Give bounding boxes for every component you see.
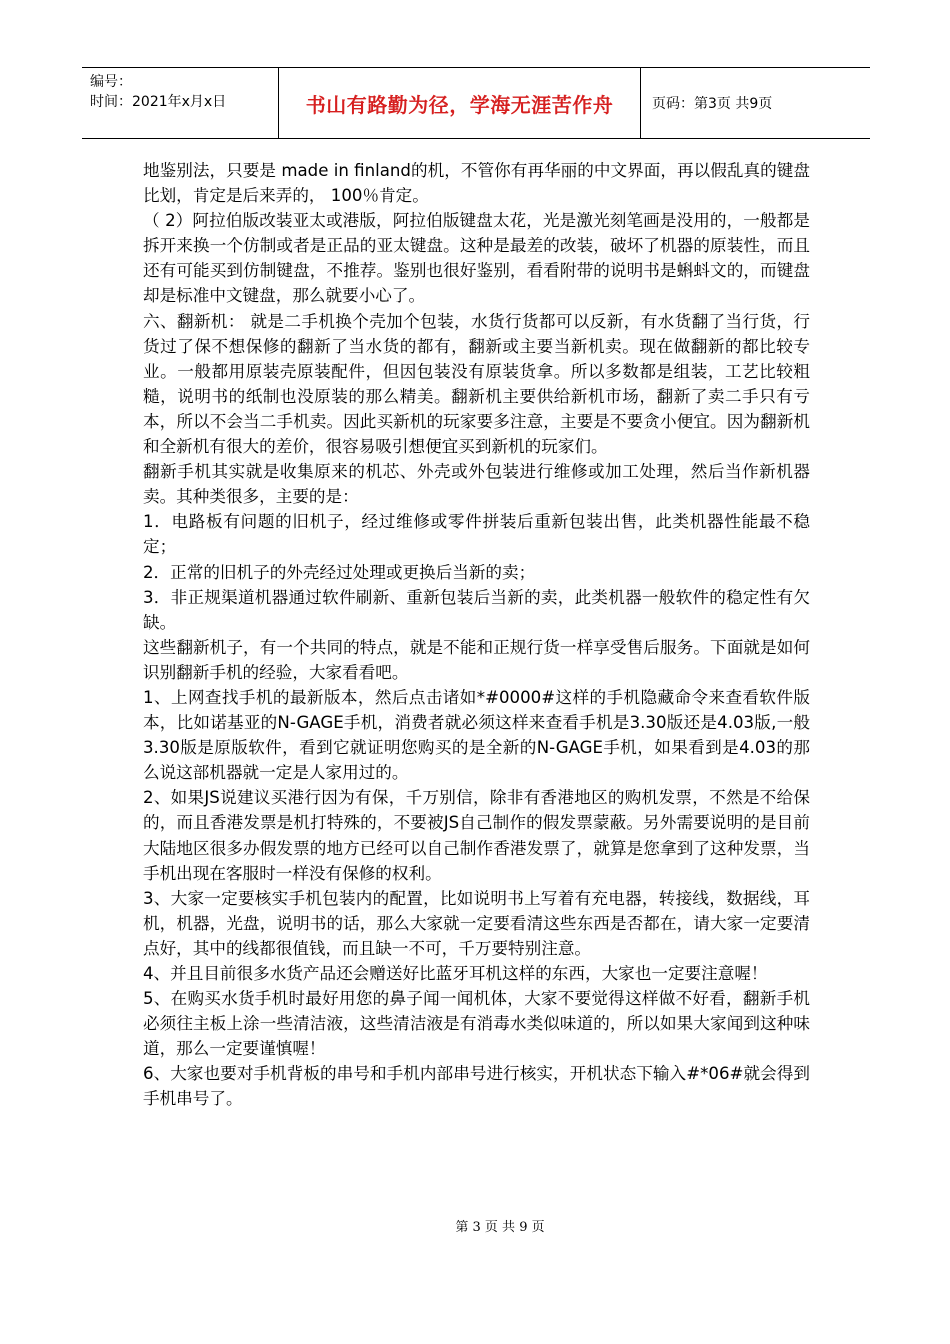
paragraph: （ 2）阿拉伯版改装亚太或港版，阿拉伯版键盘太花，光是激光刻笔画是没用的，一般都是拆开来换一个仿制或者是正品的亚太键盘。这种是最差的改装，破坏了机器的原装性，而且还有可能买到仿制键盘，不推荐。鉴别也很好鉴别，看看附带的说明书是蝌蚪文的，而键盘却是标准中文键盘，那么就要小心了。 [143,211,810,306]
page-footer: 第 3 页 共 9 页 [455,1220,545,1235]
header-motto: 书山有路勤为径，学海无涯苦作舟 [278,68,641,138]
paragraph: 1、上网查找手机的最新版本，然后点击诸如*#0000#这样的手机隐藏命令来查看软件版本，比如诺基亚的N-GAGE手机，消费者就必须这样来查看手机是3.30版还是4.03版,一般3.30版是原版软件，看到它就证明您购买的是全新的N-GAGE手机，如果看到是4.03的那么说这部机器就一定是人家用过的。 [143,687,810,783]
paragraph: 2．正常的旧机子的外壳经过处理或更换后当新的卖； [143,562,536,582]
paragraph: 六、翻新机： 就是二手机换个壳加个包装，水货行货都可以反新，有水货翻了当行货，行货过了保不想保修的翻新了当水货的都有，翻新或主要当新机卖。现在做翻新的都比较专业。一般都用原装壳原装配件，但因包装没有原装货拿。所以多数都是组装，工艺比较粗糙，说明书的纸制也没原装的那么精美。翻新机主要供给新机市场，翻新了卖二手只有亏本，所以不会当二手机卖。因此买新机的玩家要多注意，主要是不要贪小便宜。因为翻新机和全新机有很大的差价，很容易吸引想便宜买到新机的玩家们。 [143,311,810,457]
paragraph: 这些翻新机子，有一个共同的特点，就是不能和正规行货一样享受售后服务。下面就是如何识别翻新手机的经验，大家看看吧。 [143,637,810,682]
paragraph: 2、如果JS说建议买港行因为有保，千万别信，除非有香港地区的购机发票，不然是不给保的，而且香港发票是机打特殊的，不要被JS自己制作的假发票蒙蔽。另外需要说明的是目前大陆地区很多办假发票的地方已经可以自己制作香港发票了，就算是您拿到了这种发票，当手机出现在客服时一样没有保修的权利。 [143,788,810,883]
paragraph: 5、在购买水货手机时最好用您的鼻子闻一闻机体，大家不要觉得这样做不好看，翻新手机必须往主板上涂一些清洁液，这些清洁液是有消毒水类似味道的，所以如果大家闻到这种味道，那么一定要谨慎喔！ [143,989,810,1059]
page-header [82,67,870,139]
paragraph: 4、并且目前很多水货产品还会赠送好比蓝牙耳机这样的东西，大家也一定要注意喔！ [143,964,768,983]
document-body [143,158,810,1112]
document-number-label: 编号： [90,74,132,90]
paragraph: 翻新手机其实就是收集原来的机芯、外壳或外包装进行维修或加工处理，然后当作新机器卖。其种类很多，主要的是： [143,462,810,507]
paragraph: 6、大家也要对手机背板的串号和手机内部串号进行核实，开机状态下输入#*06#就会得到手机串号了。 [143,1064,810,1109]
document-time-label: 时间：2021年x月x日 [90,94,227,110]
paragraph: 1．电路板有问题的旧机子，经过维修或零件拼装后重新包装出售，此类机器性能最不稳定； [143,512,810,557]
paragraph: 3．非正规渠道机器通过软件刷新、重新包装后当新的卖，此类机器一般软件的稳定性有欠缺。 [143,587,810,632]
header-meta [82,68,278,138]
header-page-info: 页码：第3页 共9页 [652,96,773,112]
paragraph: 3、大家一定要核实手机包装内的配置，比如说明书上写着有充电器，转接线，数据线，耳机，机器，光盘，说明书的话，那么大家就一定要看清这些东西是否都在，请大家一定要清点好，其中的线都很值钱，而且缺一不可，千万要特别注意。 [143,888,810,958]
paragraph: 地鉴别法，只要是 made in finland的机，不管你有再华丽的中文界面，再以假乱真的键盘比划，肯定是后来弄的， 100％肯定。 [143,161,810,206]
